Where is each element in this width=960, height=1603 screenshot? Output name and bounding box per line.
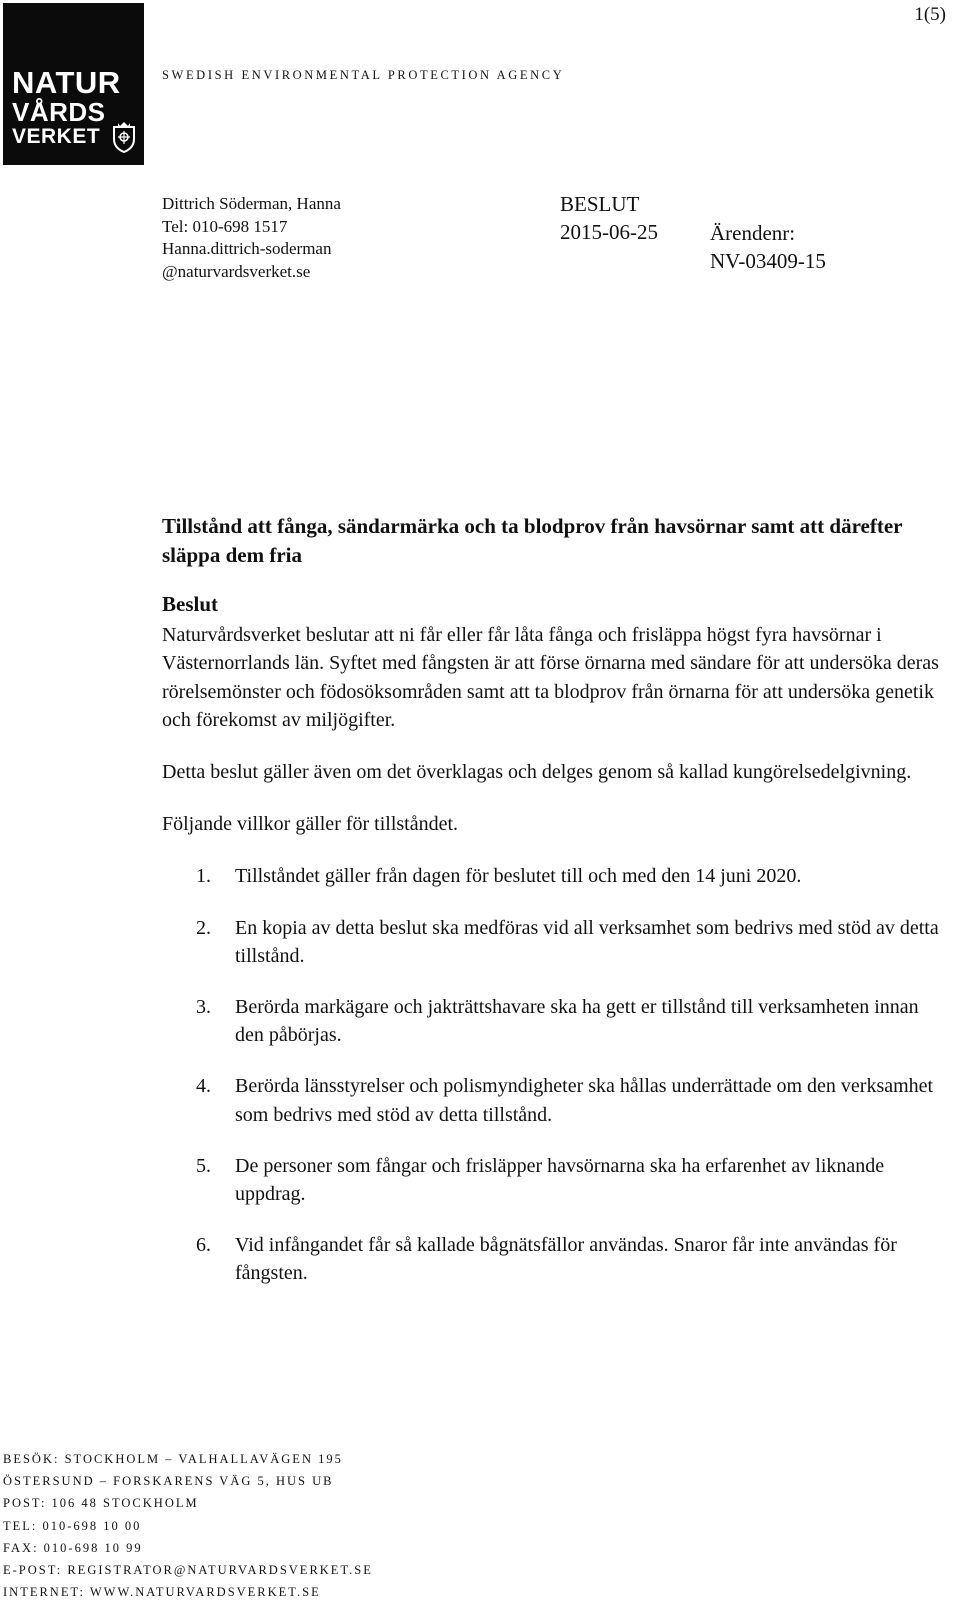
condition-text: Berörda länsstyrelser och polismyndigheter ska hållas underrättade om den verksamhet som bedrivs med stöd av detta tillstånd. (235, 1075, 934, 1126)
document-title: Tillstånd att fånga, sändarmärka och ta blodprov från havsörnar samt att därefter släppa dem fria (162, 514, 903, 567)
condition-text: De personer som fångar och frisläpper havsörnarna ska ha erfarenhet av liknande uppdrag. (235, 1154, 885, 1206)
agency-logo (3, 3, 144, 165)
contact-name: Dittrich Söderman, Hanna (162, 194, 341, 213)
contact-block (162, 193, 341, 283)
condition-item (162, 1231, 940, 1287)
logo-line-1: NATUR (12, 65, 121, 100)
contact-email-line-1: Hanna.dittrich-soderman (162, 239, 332, 258)
contact-email-line-2: @naturvardsverket.se (162, 261, 311, 281)
footer-internet: INTERNET: WWW.NATURVARDSVERKET.SE (3, 1585, 321, 1600)
logo-line-2: VÅRDS (12, 97, 106, 127)
contact-tel: Tel: 010-698 1517 (162, 216, 288, 236)
condition-number: 5. (196, 1154, 211, 1177)
condition-item (162, 1152, 940, 1208)
condition-text: Tillståndet gäller från dagen för beslutet till och med den 14 juni 2020. (235, 865, 802, 888)
decision-date: 2015-06-25 (560, 220, 658, 244)
decision-header (560, 190, 658, 246)
condition-number: 6. (196, 1234, 211, 1257)
agency-name: SWEDISH ENVIRONMENTAL PROTECTION AGENCY (162, 68, 565, 82)
condition-item (162, 993, 940, 1049)
footer-fax: FAX: 010-698 10 99 (3, 1540, 143, 1555)
case-number-block (710, 219, 826, 275)
condition-number: 1. (196, 865, 211, 888)
condition-text: En kopia av detta beslut ska medföras vid all verksamhet som bedrivs med stöd av detta tillstånd. (235, 916, 939, 967)
footer-email: E-POST: REGISTRATOR@NATURVARDSVERKET.SE (3, 1563, 373, 1578)
page-number: 1(5) (914, 4, 946, 25)
document-body (162, 512, 940, 1311)
condition-item (162, 862, 940, 890)
case-number: NV-03409-15 (710, 249, 826, 273)
section-heading: Beslut (162, 592, 219, 616)
condition-item (162, 914, 940, 970)
conditions-list (162, 862, 940, 1287)
footer-visit: BESÖK: STOCKHOLM – VALHALLAVÄGEN 195 (3, 1452, 343, 1466)
footer-ostersund: ÖSTERSUND – FORSKARENS VÄG 5, HUS UB (3, 1474, 334, 1489)
condition-item (162, 1072, 940, 1128)
condition-number: 4. (196, 1075, 211, 1098)
footer-contact (3, 1448, 373, 1603)
crown-crest-icon (111, 121, 137, 153)
footer-tel: TEL: 010-698 10 00 (3, 1518, 142, 1533)
footer-post: POST: 106 48 STOCKHOLM (3, 1496, 199, 1511)
condition-text: Vid infångandet får så kallade bågnätsfällor användas. Snaror får inte användas för fångsten. (235, 1234, 897, 1285)
condition-number: 3. (196, 996, 211, 1019)
logo-line-3: VERKET (12, 125, 101, 148)
validity-paragraph: Detta beslut gäller även om det överklagas och delges genom så kallad kungörelsedelgivning. (162, 761, 912, 784)
decision-paragraph: Naturvårdsverket beslutar att ni får eller får låta fånga och frisläppa högst fyra havsörnar i Västernorrlands län. Syftet med fångsten är att förse örnarna med sändare för att undersöka deras rörelsemönster och födosöksområden samt att ta blodprov från örnarna för att undersöka genetik och förekomst av miljögifter. (162, 624, 939, 731)
condition-number: 2. (196, 916, 211, 939)
case-label: Ärendenr: (710, 221, 796, 245)
conditions-intro: Följande villkor gäller för tillståndet. (162, 813, 459, 836)
condition-text: Berörda markägare och jakträttshavare ska ha gett er tillstånd till verksamheten innan den påbörjas. (235, 996, 919, 1047)
decision-label: BESLUT (560, 192, 640, 216)
